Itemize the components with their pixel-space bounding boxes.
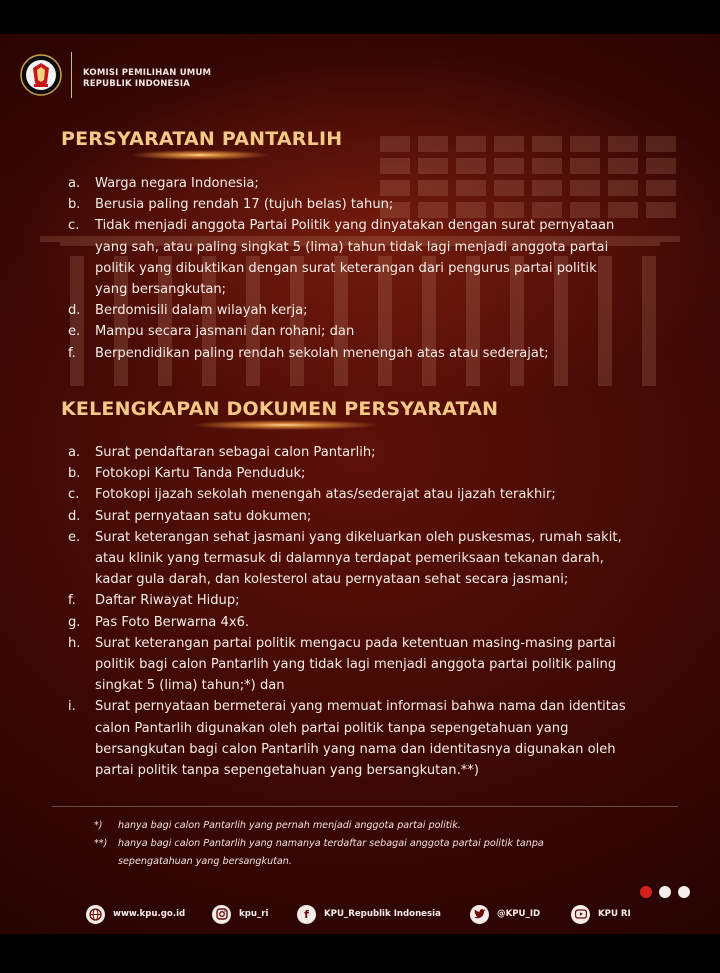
- list-item-line: kadar gula darah, dan kolesterol atau pernyataan sehat secara jasmani;: [95, 572, 569, 588]
- section-title-requirements: PERSYARATAN PANTARLIH: [61, 128, 343, 150]
- list-item-line: Berpendidikan paling rendah sekolah menengah atas atau sederajat;: [95, 345, 549, 361]
- list-item-text: [95, 612, 668, 633]
- twitter-icon: [470, 905, 489, 924]
- list-item-line: politik yang dibuktikan dengan surat keterangan dari pengurus partai politik: [95, 260, 597, 276]
- kpu-logo-icon: [20, 54, 62, 96]
- facebook-label: KPU_Republik Indonesia: [324, 909, 441, 919]
- list-item-label: c.: [68, 487, 80, 503]
- list-item: [68, 173, 668, 194]
- youtube-icon: [571, 905, 590, 924]
- documents-list: [68, 442, 668, 781]
- list-item-text: [95, 484, 668, 505]
- list-item-text: [95, 321, 668, 342]
- list-item-text: [95, 215, 668, 300]
- list-item-line: atau klinik yang termasuk di dalamnya terdapat pemeriksaan tekanan darah,: [95, 551, 604, 567]
- poster: [0, 34, 720, 934]
- list-item-label: f.: [68, 345, 76, 361]
- footnote-text: sepengatahuan yang bersangkutan.: [118, 856, 292, 867]
- footer-facebook[interactable]: [297, 904, 441, 924]
- twitter-label: @KPU_ID: [497, 909, 541, 919]
- slide-dot[interactable]: [678, 886, 690, 898]
- list-item-label: h.: [68, 635, 81, 651]
- list-item-text: [95, 343, 668, 364]
- globe-icon: [86, 905, 105, 924]
- list-item: [68, 527, 668, 591]
- list-item-line: Warga negara Indonesia;: [95, 176, 259, 191]
- org-name-line-2: REPUBLIK INDONESIA: [83, 79, 191, 89]
- slide-dot[interactable]: [659, 886, 671, 898]
- list-item-line: Daftar Riwayat Hidup;: [95, 593, 240, 609]
- footer-youtube[interactable]: [571, 904, 631, 924]
- list-item-line: Surat pernyataan bermeterai yang memuat informasi bahwa nama dan identitas: [95, 699, 626, 715]
- footer-website[interactable]: [86, 904, 185, 924]
- list-item-line: Surat keterangan partai politik mengacu pada ketentuan masing-masing partai: [95, 635, 616, 651]
- list-item-line: yang bersangkutan;: [95, 282, 227, 298]
- list-item-text: [95, 463, 668, 484]
- list-item: [68, 300, 668, 321]
- list-item-label: a.: [68, 445, 81, 460]
- title-glow: [190, 420, 380, 430]
- list-item: [68, 321, 668, 342]
- instagram-label: kpu_ri: [239, 909, 269, 919]
- footer-twitter[interactable]: [470, 904, 540, 924]
- list-item-line: bersangkutan bagi calon Pantarlih yang nama dan identitasnya digunakan oleh: [95, 741, 616, 757]
- footnote-mark: *): [94, 820, 103, 831]
- list-item-line: Fotokopi ijazah sekolah menengah atas/sederajat atau ijazah terakhir;: [95, 487, 556, 503]
- section-title-documents: KELENGKAPAN DOKUMEN PERSYARATAN: [61, 398, 499, 420]
- list-item-text: [95, 506, 668, 527]
- footnote-mark: **): [94, 838, 108, 849]
- list-item-label: f.: [68, 593, 76, 609]
- list-item-line: Surat pendaftaran sebagai calon Pantarlih;: [95, 445, 376, 460]
- list-item: [68, 343, 668, 364]
- requirements-list: [68, 173, 668, 364]
- list-item-label: i.: [68, 699, 76, 715]
- org-name-line-1: KOMISI PEMILIHAN UMUM: [83, 68, 212, 78]
- list-item: [68, 696, 668, 781]
- list-item-label: a.: [68, 176, 81, 191]
- list-item: [68, 506, 668, 527]
- title-glow: [130, 150, 270, 160]
- list-item-label: e.: [68, 529, 81, 545]
- list-item-line: politik bagi calon Pantarlih yang tidak lagi menjadi anggota partai politik paling: [95, 657, 617, 673]
- list-item: [68, 463, 668, 484]
- list-item-text: [95, 173, 668, 194]
- youtube-label: KPU RI: [598, 909, 631, 919]
- list-item: [68, 442, 668, 463]
- list-item-label: d.: [68, 303, 81, 319]
- list-item-line: partai politik tanpa sepengetahuan yang bersangkutan.**): [95, 763, 479, 779]
- list-item-line: Berusia paling rendah 17 (tujuh belas) tahun;: [95, 197, 394, 213]
- list-item-label: b.: [68, 197, 81, 213]
- list-item-text: [95, 696, 668, 781]
- list-item-text: [95, 442, 668, 463]
- list-item: [68, 215, 668, 300]
- footnote-text: hanya bagi calon Pantarlih yang pernah menjadi anggota partai politik.: [118, 820, 461, 831]
- slide-dot-active[interactable]: [640, 886, 652, 898]
- list-item-line: Tidak menjadi anggota Partai Politik yang dinyatakan dengan surat pernyataan: [95, 218, 615, 234]
- list-item-text: [95, 527, 668, 591]
- list-item: [68, 590, 668, 611]
- footer-instagram[interactable]: [212, 904, 268, 924]
- header-divider: [71, 52, 72, 98]
- list-item-line: Fotokopi Kartu Tanda Penduduk;: [95, 466, 306, 482]
- facebook-icon: f: [297, 905, 316, 924]
- list-item-label: g.: [68, 614, 81, 630]
- list-item: [68, 633, 668, 697]
- list-item: [68, 612, 668, 633]
- footnote-divider: [52, 806, 678, 807]
- list-item-label: c.: [68, 218, 80, 234]
- list-item-line: Mampu secara jasmani dan rohani; dan: [95, 324, 355, 340]
- footnote-text: hanya bagi calon Pantarlih yang namanya terdaftar sebagai anggota partai politik tanpa: [118, 838, 544, 849]
- list-item-text: [95, 590, 668, 611]
- list-item: [68, 484, 668, 505]
- list-item-line: Berdomisili dalam wilayah kerja;: [95, 303, 308, 319]
- list-item-label: b.: [68, 466, 81, 482]
- list-item-line: Surat keterangan sehat jasmani yang dikeluarkan oleh puskesmas, rumah sakit,: [95, 529, 622, 545]
- list-item-label: d.: [68, 508, 81, 524]
- list-item-label: e.: [68, 324, 81, 340]
- list-item-line: Surat pernyataan satu dokumen;: [95, 508, 312, 524]
- list-item: [68, 194, 668, 215]
- instagram-icon: [212, 905, 231, 924]
- list-item-line: yang sah, atau paling singkat 5 (lima) tahun tidak lagi menjadi anggota partai: [95, 239, 609, 255]
- list-item-text: [95, 300, 668, 321]
- list-item-text: [95, 194, 668, 215]
- list-item-text: [95, 633, 668, 697]
- list-item-line: calon Pantarlih digunakan oleh partai politik tanpa sepengetahuan yang: [95, 720, 569, 736]
- list-item-line: singkat 5 (lima) tahun;*) dan: [95, 678, 285, 694]
- list-item-line: Pas Foto Berwarna 4x6.: [95, 614, 250, 630]
- website-label: www.kpu.go.id: [113, 909, 186, 919]
